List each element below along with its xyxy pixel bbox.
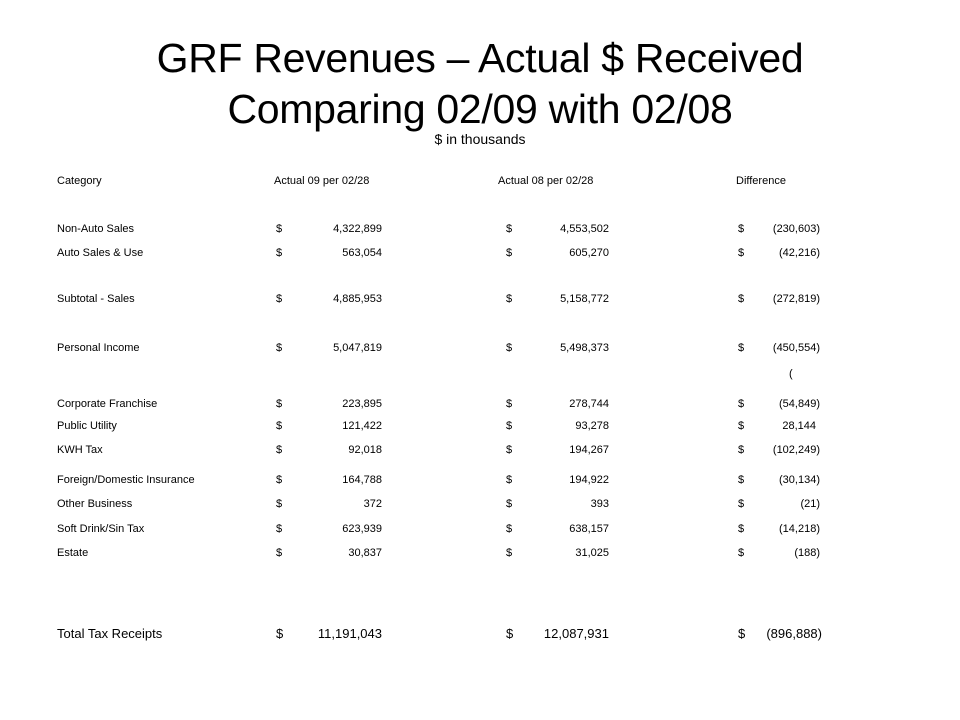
currency-symbol: $ — [506, 223, 513, 235]
currency-symbol: $ — [506, 444, 513, 456]
currency-symbol: $ — [738, 398, 745, 410]
currency-symbol: $ — [276, 523, 283, 535]
row-actual-09: 30,837 — [348, 547, 382, 559]
currency-symbol: $ — [506, 420, 513, 432]
row-category: Auto Sales & Use — [57, 247, 144, 259]
row-actual-08: 194,922 — [569, 474, 609, 486]
row-difference: (54,849) — [779, 398, 820, 410]
row-category: Other Business — [57, 498, 133, 510]
row-difference: (272,819) — [772, 293, 820, 305]
row-actual-08: 12,087,931 — [543, 626, 609, 641]
currency-symbol: $ — [738, 223, 745, 235]
row-actual-09: 121,422 — [342, 420, 382, 432]
currency-symbol: $ — [276, 626, 284, 641]
row-difference: (450,554) — [772, 342, 820, 354]
currency-symbol: $ — [738, 498, 745, 510]
row-difference: (21) — [800, 498, 820, 510]
currency-symbol: $ — [506, 626, 514, 641]
row-actual-09: 372 — [363, 498, 382, 510]
row-difference: (14,218) — [779, 523, 820, 535]
column-header-category: Category — [57, 175, 102, 187]
currency-symbol: $ — [276, 247, 283, 259]
currency-symbol: $ — [738, 247, 745, 259]
currency-symbol: $ — [506, 547, 513, 559]
row-actual-08: 194,267 — [569, 444, 609, 456]
row-actual-09: 563,054 — [342, 247, 382, 259]
row-difference: (102,249) — [772, 444, 820, 456]
currency-symbol: $ — [738, 547, 745, 559]
column-header-difference: Difference — [736, 175, 786, 187]
row-category: Foreign/Domestic Insurance — [57, 474, 195, 486]
row-actual-09: 4,322,899 — [333, 223, 382, 235]
row-actual-09: 623,939 — [342, 523, 382, 535]
row-category: Estate — [57, 547, 89, 559]
row-actual-08: 5,158,772 — [560, 293, 609, 305]
row-difference: (30,134) — [779, 474, 820, 486]
currency-symbol: $ — [276, 398, 283, 410]
column-header-actual-09: Actual 09 per 02/28 — [274, 175, 370, 187]
row-category: Personal Income — [57, 342, 140, 354]
currency-symbol: $ — [738, 523, 745, 535]
row-actual-08: 393 — [590, 498, 609, 510]
row-actual-09: 164,788 — [342, 474, 382, 486]
currency-symbol: $ — [506, 398, 513, 410]
row-category: Public Utility — [57, 420, 117, 432]
row-actual-09: 223,895 — [342, 398, 382, 410]
stray-parenthesis: ( — [789, 368, 793, 380]
currency-symbol: $ — [506, 293, 513, 305]
currency-symbol: $ — [506, 342, 513, 354]
row-actual-09: 11,191,043 — [317, 626, 382, 641]
row-actual-08: 278,744 — [569, 398, 609, 410]
row-actual-08: 605,270 — [569, 247, 609, 259]
row-category: Corporate Franchise — [57, 398, 158, 410]
row-difference: 28,144 — [782, 420, 816, 432]
row-category: Soft Drink/Sin Tax — [57, 523, 145, 535]
page-subtitle: $ in thousands — [434, 131, 526, 147]
row-category: Total Tax Receipts — [57, 626, 163, 641]
currency-symbol: $ — [276, 498, 283, 510]
currency-symbol: $ — [276, 293, 283, 305]
currency-symbol: $ — [276, 547, 283, 559]
currency-symbol: $ — [506, 474, 513, 486]
row-difference: (230,603) — [772, 223, 820, 235]
column-header-actual-08: Actual 08 per 02/28 — [498, 175, 594, 187]
row-category: Subtotal - Sales — [57, 293, 135, 305]
currency-symbol: $ — [506, 498, 513, 510]
currency-symbol: $ — [738, 444, 745, 456]
currency-symbol: $ — [276, 420, 283, 432]
row-category: Non-Auto Sales — [57, 223, 135, 235]
currency-symbol: $ — [506, 523, 513, 535]
row-actual-09: 5,047,819 — [333, 342, 382, 354]
currency-symbol: $ — [276, 474, 283, 486]
row-category: KWH Tax — [57, 444, 103, 456]
page-title-line2: Comparing 02/09 with 02/08 — [227, 86, 733, 132]
currency-symbol: $ — [276, 223, 283, 235]
row-actual-08: 5,498,373 — [560, 342, 609, 354]
currency-symbol: $ — [738, 626, 746, 641]
row-actual-08: 93,278 — [575, 420, 609, 432]
currency-symbol: $ — [276, 444, 283, 456]
row-actual-09: 92,018 — [348, 444, 382, 456]
row-actual-08: 4,553,502 — [560, 223, 609, 235]
currency-symbol: $ — [276, 342, 283, 354]
row-actual-08: 638,157 — [569, 523, 609, 535]
row-actual-08: 31,025 — [575, 547, 609, 559]
currency-symbol: $ — [738, 420, 745, 432]
row-difference: (42,216) — [779, 247, 820, 259]
currency-symbol: $ — [506, 247, 513, 259]
currency-symbol: $ — [738, 293, 745, 305]
currency-symbol: $ — [738, 342, 745, 354]
row-difference: (188) — [794, 547, 820, 559]
currency-symbol: $ — [738, 474, 745, 486]
page-title-line1: GRF Revenues – Actual $ Received — [156, 35, 804, 81]
row-actual-09: 4,885,953 — [333, 293, 382, 305]
row-difference: (896,888) — [766, 626, 822, 641]
